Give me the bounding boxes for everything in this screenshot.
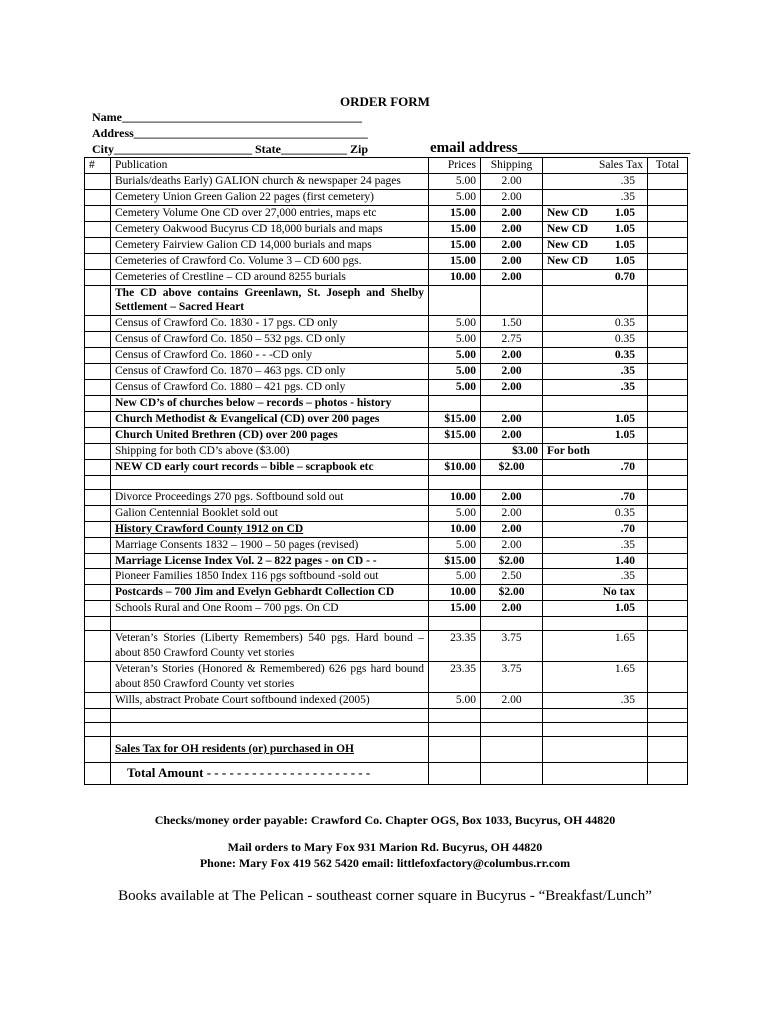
total-cell[interactable] — [648, 631, 688, 662]
publication-cell: Census of Crawford Co. 1850 – 532 pgs. CD only — [111, 332, 429, 348]
mail-orders-note: Mail orders to Mary Fox 931 Marion Rd. Bucyrus, OH 44820 — [227, 840, 543, 854]
price-cell — [429, 708, 481, 722]
tax-note: For both — [547, 444, 590, 457]
publication-cell: Church Methodist & Evangelical (CD) over 200 pages — [111, 412, 429, 428]
table-row — [85, 693, 688, 709]
total-cell[interactable] — [648, 316, 688, 332]
row-number-cell[interactable] — [85, 380, 111, 396]
sales-tax-cell — [543, 269, 648, 285]
row-number-cell[interactable] — [85, 537, 111, 553]
publication-cell: Pioneer Families 1850 Index 116 pgs softbound -sold out — [111, 569, 429, 585]
sales-tax-cell — [543, 459, 648, 475]
table-row — [85, 722, 688, 736]
shipping-cell: 2.00 — [481, 521, 543, 537]
header-row — [85, 158, 688, 174]
total-cell[interactable] — [648, 736, 688, 762]
sales-tax-cell — [543, 662, 648, 693]
total-cell[interactable] — [648, 412, 688, 428]
table-row — [85, 316, 688, 332]
total-cell[interactable] — [648, 253, 688, 269]
row-number-cell[interactable] — [85, 427, 111, 443]
publication-cell — [111, 722, 429, 736]
price-cell: 23.35 — [429, 631, 481, 662]
publication-cell: Veteran’s Stories (Honored & Remembered) 626 pgs hard bound about 850 Crawford County vet stories — [111, 662, 429, 693]
tax-value: .70 — [620, 490, 635, 503]
tax-value: .35 — [620, 190, 635, 203]
row-number-cell[interactable] — [85, 475, 111, 489]
price-cell: 10.00 — [429, 489, 481, 505]
sales-tax-cell — [543, 505, 648, 521]
price-cell — [429, 617, 481, 631]
shipping-cell: 2.00 — [481, 505, 543, 521]
address-field[interactable]: Address_______________________________________ — [92, 126, 368, 140]
row-number-cell[interactable] — [85, 631, 111, 662]
publication-cell: Cemetery Union Green Galion 22 pages (first cemetery) — [111, 189, 429, 205]
price-cell: $10.00 — [429, 459, 481, 475]
shipping-cell: 2.00 — [481, 189, 543, 205]
publication-cell: Cemeteries of Crestline – CD around 8255 burials — [111, 269, 429, 285]
sales-tax-cell — [543, 189, 648, 205]
sales-tax-cell — [543, 569, 648, 585]
shipping-cell: 2.00 — [481, 237, 543, 253]
price-cell: 5.00 — [429, 505, 481, 521]
tax-value: 1.05 — [614, 206, 635, 219]
total-cell[interactable] — [648, 396, 688, 412]
total-cell[interactable] — [648, 364, 688, 380]
table-row — [85, 189, 688, 205]
total-cell[interactable] — [648, 662, 688, 693]
table-row — [85, 601, 688, 617]
shipping-cell — [481, 285, 543, 316]
shipping-cell: 2.00 — [481, 601, 543, 617]
sales-tax-cell — [543, 736, 648, 762]
row-number-cell[interactable] — [85, 237, 111, 253]
col-header-shipping: Shipping — [481, 158, 543, 174]
price-cell: 5.00 — [429, 693, 481, 709]
table-row — [85, 443, 688, 459]
publication-cell — [111, 617, 429, 631]
shipping-cell: $2.00 — [481, 553, 543, 569]
price-cell: 5.00 — [429, 537, 481, 553]
shipping-cell: 1.50 — [481, 316, 543, 332]
sales-tax-cell — [543, 316, 648, 332]
sales-tax-cell — [543, 285, 648, 316]
tax-value: .35 — [620, 365, 635, 378]
publication-cell: Wills, abstract Probate Court softbound indexed (2005) — [111, 693, 429, 709]
shipping-cell — [481, 708, 543, 722]
table-row — [85, 221, 688, 237]
sales-tax-cell — [543, 601, 648, 617]
tax-value: 0.35 — [614, 317, 635, 330]
total-cell[interactable] — [648, 189, 688, 205]
tax-value: .35 — [620, 694, 635, 706]
publication-cell: Marriage License Index Vol. 2 – 822 pages - on CD - - — [111, 553, 429, 569]
tax-value: 1.05 — [614, 222, 635, 235]
price-cell — [429, 736, 481, 762]
table-row — [85, 521, 688, 537]
table-row — [85, 569, 688, 585]
shipping-cell — [481, 722, 543, 736]
sales-tax-cell — [543, 475, 648, 489]
form-title: ORDER FORM — [340, 94, 430, 109]
shipping-cell — [481, 475, 543, 489]
table-row — [85, 396, 688, 412]
col-header-publication: Publication — [111, 158, 429, 174]
shipping-cell: $2.00 — [481, 459, 543, 475]
total-cell[interactable] — [648, 443, 688, 459]
row-number-cell[interactable] — [85, 316, 111, 332]
row-number-cell[interactable] — [85, 708, 111, 722]
publication-cell: Cemetery Volume One CD over 27,000 entries, maps etc — [111, 205, 429, 221]
sales-tax-cell — [543, 412, 648, 428]
shipping-cell: 2.00 — [481, 364, 543, 380]
price-cell: 15.00 — [429, 237, 481, 253]
publication-cell: New CD’s of churches below – records – photos - history — [111, 396, 429, 412]
table-row — [85, 505, 688, 521]
tax-value: 0.70 — [614, 270, 635, 283]
total-cell[interactable] — [648, 427, 688, 443]
sales-tax-cell — [543, 722, 648, 736]
total-cell[interactable] — [648, 380, 688, 396]
tax-note: New CD — [547, 238, 589, 251]
shipping-cell: 2.00 — [481, 205, 543, 221]
row-number-cell[interactable] — [85, 396, 111, 412]
table-row — [85, 537, 688, 553]
publication-cell: Cemetery Fairview Galion CD 14,000 burials and maps — [111, 237, 429, 253]
price-cell: $15.00 — [429, 427, 481, 443]
row-number-cell[interactable] — [85, 601, 111, 617]
tax-value: 1.40 — [614, 554, 635, 567]
name-field[interactable]: Name________________________________________ — [92, 110, 362, 124]
publication-cell: Schools Rural and One Room – 700 pgs. On CD — [111, 601, 429, 617]
row-number-cell[interactable] — [85, 443, 111, 459]
shipping-cell — [481, 736, 543, 762]
total-cell[interactable] — [648, 505, 688, 521]
table-row — [85, 205, 688, 221]
shipping-cell: 2.00 — [481, 427, 543, 443]
publication-cell: NEW CD early court records – bible – scrapbook etc — [111, 459, 429, 475]
tax-note: New CD — [547, 206, 589, 219]
total-cell[interactable] — [648, 475, 688, 489]
row-number-cell[interactable] — [85, 205, 111, 221]
sales-tax-cell — [543, 221, 648, 237]
sales-tax-cell — [543, 708, 648, 722]
total-cell[interactable] — [648, 521, 688, 537]
price-cell: 10.00 — [429, 269, 481, 285]
table-row — [85, 708, 688, 722]
publication-cell — [111, 475, 429, 489]
publication-cell — [111, 708, 429, 722]
row-number-cell[interactable] — [85, 189, 111, 205]
tax-value: 1.05 — [614, 254, 635, 267]
shipping-cell: 2.00 — [481, 221, 543, 237]
publication-cell: Marriage Consents 1832 – 1900 – 50 pages (revised) — [111, 537, 429, 553]
sales-tax-cell — [543, 443, 648, 459]
tax-value: 1.05 — [614, 602, 635, 615]
row-number-cell[interactable] — [85, 736, 111, 762]
tax-note: New CD — [547, 254, 589, 267]
tax-value: .35 — [620, 570, 635, 583]
table-row — [85, 364, 688, 380]
publication-cell: Census of Crawford Co. 1830 - 17 pgs. CD only — [111, 316, 429, 332]
col-header-number: # — [85, 158, 111, 174]
shipping-cell: 2.00 — [481, 380, 543, 396]
sales-tax-cell — [543, 693, 648, 709]
row-number-cell[interactable] — [85, 569, 111, 585]
row-number-cell[interactable] — [85, 693, 111, 709]
shipping-cell: 2.00 — [481, 537, 543, 553]
table-row — [85, 427, 688, 443]
total-cell[interactable] — [648, 348, 688, 364]
row-number-cell[interactable] — [85, 553, 111, 569]
price-cell: $15.00 — [429, 553, 481, 569]
publication-cell: The CD above contains Greenlawn, St. Joseph and Shelby Settlement – Sacred Heart — [111, 285, 429, 316]
price-cell: 5.00 — [429, 173, 481, 189]
price-cell: 5.00 — [429, 569, 481, 585]
table-row — [85, 631, 688, 662]
price-cell — [429, 475, 481, 489]
table-row — [85, 617, 688, 631]
shipping-cell: 2.00 — [481, 253, 543, 269]
price-cell — [429, 285, 481, 316]
row-number-cell[interactable] — [85, 722, 111, 736]
sales-tax-cell — [543, 617, 648, 631]
sales-tax-cell — [543, 380, 648, 396]
tax-value: 0.35 — [614, 506, 635, 519]
table-row — [85, 489, 688, 505]
tax-value — [635, 444, 643, 459]
row-number-cell[interactable] — [85, 269, 111, 285]
row-number-cell[interactable] — [85, 253, 111, 269]
tax-value: .35 — [620, 174, 635, 187]
publication-cell: History Crawford County 1912 on CD — [111, 521, 429, 537]
price-cell: 5.00 — [429, 380, 481, 396]
shipping-cell: 2.00 — [481, 489, 543, 505]
table-row — [85, 237, 688, 253]
publication-cell: Shipping for both CD’s above ($3.00) — [111, 443, 429, 459]
table-row — [85, 662, 688, 693]
table-row — [85, 412, 688, 428]
price-cell: $15.00 — [429, 412, 481, 428]
publication-cell: Postcards – 700 Jim and Evelyn Gebhardt Collection CD — [111, 585, 429, 601]
row-number-cell[interactable] — [85, 364, 111, 380]
col-header-total: Total — [648, 158, 688, 174]
table-row — [85, 762, 688, 784]
phone-email-note: Phone: Mary Fox 419 562 5420 email: littlefoxfactory@columbus.rr.com — [199, 856, 571, 870]
total-cell[interactable] — [648, 489, 688, 505]
table-row — [85, 475, 688, 489]
sales-tax-cell — [543, 364, 648, 380]
sales-tax-cell — [543, 396, 648, 412]
sales-tax-cell — [543, 173, 648, 189]
table-row — [85, 253, 688, 269]
sales-tax-cell — [543, 631, 648, 662]
email-field[interactable]: email address_______________________ — [430, 140, 691, 156]
tax-value: .70 — [620, 522, 635, 535]
row-number-cell[interactable] — [85, 585, 111, 601]
price-cell: 5.00 — [429, 364, 481, 380]
price-cell: 23.35 — [429, 662, 481, 693]
price-cell — [429, 443, 481, 459]
price-cell: 5.00 — [429, 189, 481, 205]
total-cell[interactable] — [648, 205, 688, 221]
price-cell: 15.00 — [429, 221, 481, 237]
sales-tax-cell — [543, 205, 648, 221]
total-cell[interactable] — [648, 569, 688, 585]
shipping-cell: $2.00 — [481, 585, 543, 601]
shipping-cell: 3.75 — [481, 662, 543, 693]
publication-cell: Census of Crawford Co. 1880 – 421 pgs. CD only — [111, 380, 429, 396]
table-row — [85, 736, 688, 762]
table-row — [85, 348, 688, 364]
shipping-cell: 2.00 — [481, 348, 543, 364]
table-row — [85, 332, 688, 348]
row-number-cell[interactable] — [85, 332, 111, 348]
order-table — [84, 157, 688, 785]
price-cell: 10.00 — [429, 585, 481, 601]
table-row — [85, 269, 688, 285]
total-cell[interactable] — [648, 601, 688, 617]
books-available-note: Books available at The Pelican - southeast corner square in Bucyrus - “Breakfast/Lunch” — [118, 888, 652, 904]
total-cell[interactable] — [648, 221, 688, 237]
publication-cell: Burials/deaths Early) GALION church & newspaper 24 pages — [111, 173, 429, 189]
col-header-prices: Prices — [429, 158, 481, 174]
total-cell[interactable] — [648, 585, 688, 601]
city-state-zip-field[interactable]: City_______________________ State___________ Zip — [92, 142, 368, 156]
total-cell[interactable] — [648, 708, 688, 722]
row-number-cell[interactable] — [85, 221, 111, 237]
shipping-cell — [481, 762, 543, 784]
total-cell[interactable] — [648, 537, 688, 553]
price-cell: 5.00 — [429, 316, 481, 332]
shipping-cell: 2.00 — [481, 173, 543, 189]
shipping-cell — [481, 396, 543, 412]
total-cell[interactable] — [648, 553, 688, 569]
row-number-cell[interactable] — [85, 505, 111, 521]
price-cell: 5.00 — [429, 348, 481, 364]
tax-value: 1.65 — [614, 663, 635, 676]
shipping-cell: 2.00 — [481, 269, 543, 285]
price-cell — [429, 722, 481, 736]
publication-cell: Cemeteries of Crawford Co. Volume 3 – CD 600 pgs. — [111, 253, 429, 269]
sales-tax-cell — [543, 585, 648, 601]
sales-tax-cell — [543, 521, 648, 537]
publication-cell: Church United Brethren (CD) over 200 pages — [111, 427, 429, 443]
shipping-cell: 3.75 — [481, 631, 543, 662]
publication-cell: Veteran’s Stories (Liberty Remembers) 540 pgs. Hard bound – about 850 Crawford County vet stories — [111, 631, 429, 662]
row-number-cell[interactable] — [85, 489, 111, 505]
publication-cell: Sales Tax for OH residents (or) purchased in OH — [111, 736, 429, 762]
total-cell[interactable] — [648, 285, 688, 316]
sales-tax-cell — [543, 237, 648, 253]
tax-value: 1.05 — [614, 413, 635, 425]
sales-tax-cell — [543, 253, 648, 269]
publication-cell: Census of Crawford Co. 1870 – 463 pgs. CD only — [111, 364, 429, 380]
shipping-cell: 2.00 — [481, 693, 543, 709]
shipping-cell — [481, 617, 543, 631]
price-cell: 15.00 — [429, 253, 481, 269]
col-header-sales-tax: Sales Tax — [543, 158, 648, 174]
price-cell — [429, 762, 481, 784]
row-number-cell[interactable] — [85, 412, 111, 428]
price-cell: 5.00 — [429, 332, 481, 348]
price-cell — [429, 396, 481, 412]
total-cell[interactable] — [648, 269, 688, 285]
row-number-cell[interactable] — [85, 459, 111, 475]
tax-value: 1.05 — [614, 428, 635, 441]
row-number-cell[interactable] — [85, 173, 111, 189]
shipping-cell: $3.00 — [481, 443, 543, 459]
table-row — [85, 285, 688, 316]
total-cell[interactable] — [648, 693, 688, 709]
sales-tax-cell — [543, 489, 648, 505]
total-cell[interactable] — [648, 459, 688, 475]
table-row — [85, 380, 688, 396]
sales-tax-cell — [543, 348, 648, 364]
tax-value: 0.35 — [614, 349, 635, 362]
shipping-cell: 2.75 — [481, 332, 543, 348]
tax-note: New CD — [547, 222, 589, 235]
total-cell[interactable] — [648, 173, 688, 189]
publication-cell: Divorce Proceedings 270 pgs. Softbound sold out — [111, 489, 429, 505]
table-row — [85, 585, 688, 601]
tax-value: .70 — [620, 460, 635, 473]
sales-tax-cell — [543, 537, 648, 553]
row-number-cell[interactable] — [85, 521, 111, 537]
tax-value: No tax — [602, 586, 635, 599]
table-row — [85, 553, 688, 569]
publication-cell: Census of Crawford Co. 1860 - - -CD only — [111, 348, 429, 364]
table-row — [85, 173, 688, 189]
row-number-cell[interactable] — [85, 348, 111, 364]
publication-cell: Total Amount - - - - - - - - - - - - - - - - - - - - - - — [111, 762, 429, 784]
tax-value: 0.35 — [614, 333, 635, 346]
sales-tax-cell — [543, 427, 648, 443]
price-cell: 15.00 — [429, 601, 481, 617]
shipping-cell: 2.50 — [481, 569, 543, 585]
tax-value: 1.65 — [614, 632, 635, 645]
tax-value: 1.05 — [614, 238, 635, 251]
table-row — [85, 459, 688, 475]
total-cell[interactable] — [648, 722, 688, 736]
price-cell: 10.00 — [429, 521, 481, 537]
publication-cell: Cemetery Oakwood Bucyrus CD 18,000 burials and maps — [111, 221, 429, 237]
row-number-cell[interactable] — [85, 662, 111, 693]
sales-tax-cell — [543, 332, 648, 348]
sales-tax-cell — [543, 553, 648, 569]
publication-cell: Galion Centennial Booklet sold out — [111, 505, 429, 521]
shipping-cell: 2.00 — [481, 412, 543, 428]
total-cell[interactable] — [648, 332, 688, 348]
total-cell[interactable] — [648, 237, 688, 253]
sales-tax-cell — [543, 762, 648, 784]
row-number-cell[interactable] — [85, 617, 111, 631]
tax-value: .35 — [620, 538, 635, 551]
checks-payable-note: Checks/money order payable: Crawford Co. Chapter OGS, Box 1033, Bucyrus, OH 44820 — [154, 813, 616, 827]
row-number-cell[interactable] — [85, 762, 111, 784]
total-cell[interactable] — [648, 762, 688, 784]
price-cell: 15.00 — [429, 205, 481, 221]
total-cell[interactable] — [648, 617, 688, 631]
tax-value: .35 — [620, 381, 635, 394]
row-number-cell[interactable] — [85, 285, 111, 316]
